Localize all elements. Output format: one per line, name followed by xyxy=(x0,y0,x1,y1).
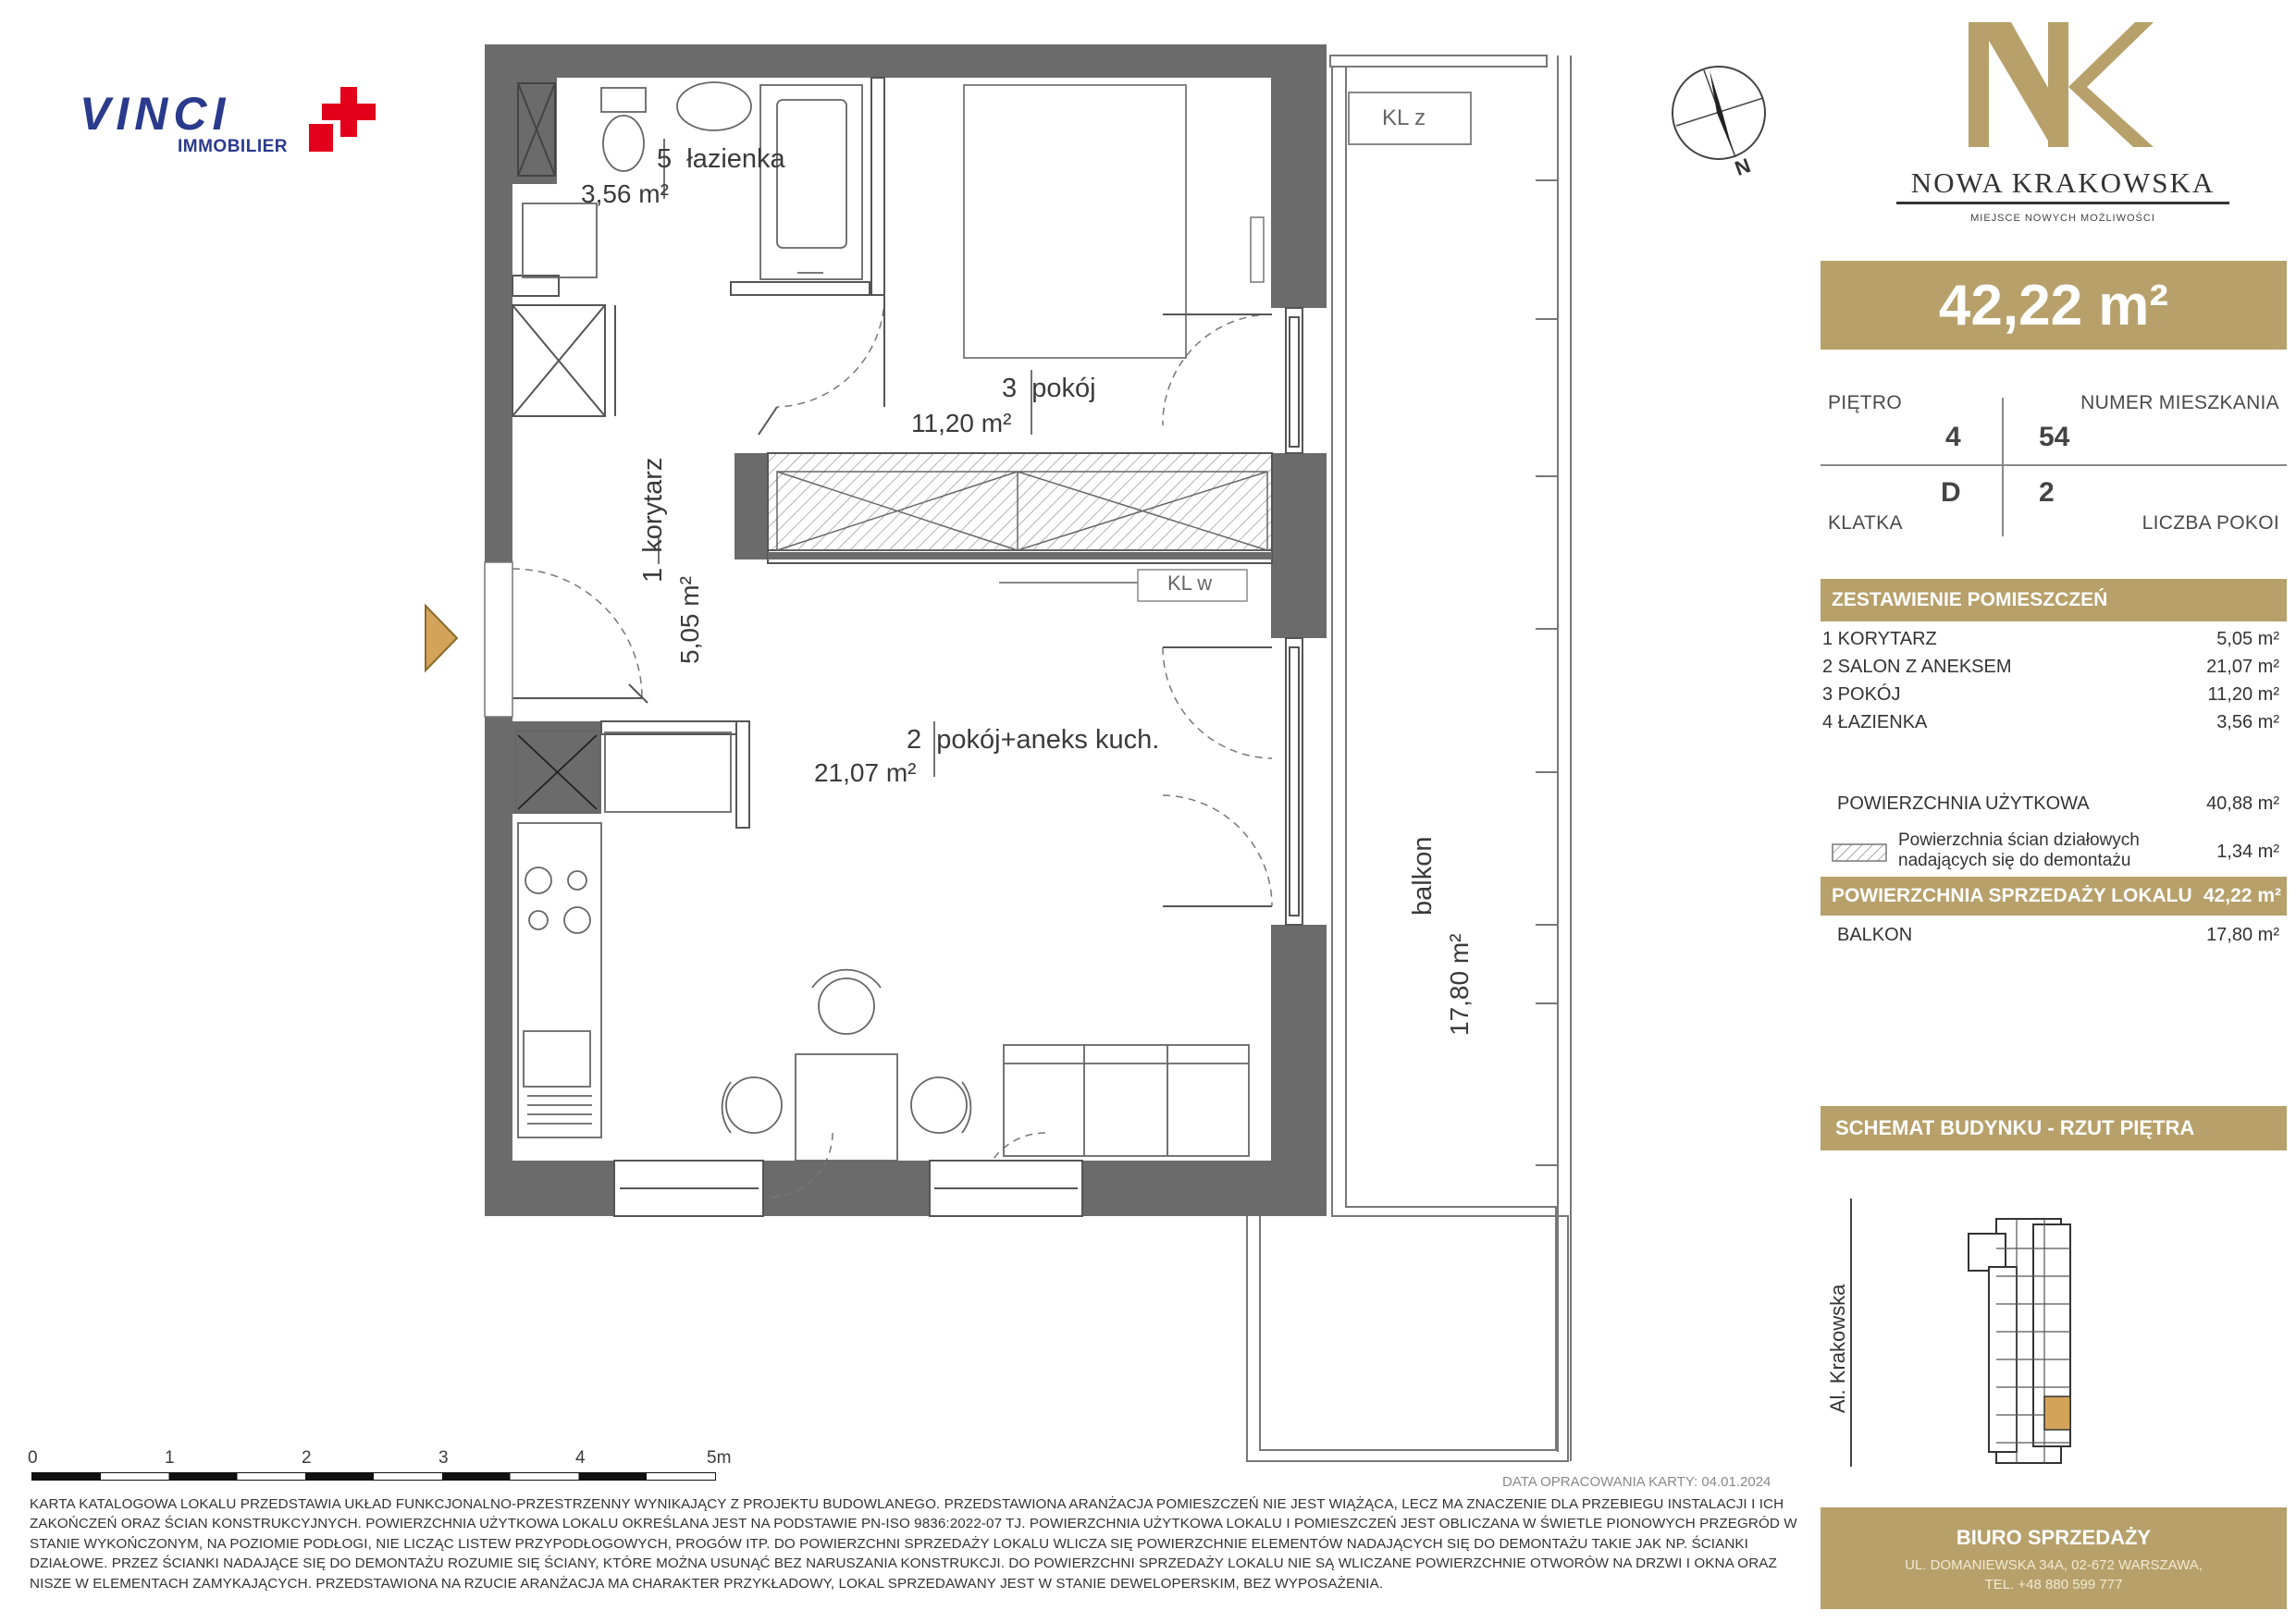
scale-tick: 3 xyxy=(438,1448,449,1468)
room-row-area: 11,20 m² xyxy=(2207,684,2279,705)
compass-label: N xyxy=(1732,154,1754,180)
bath-number: 5 xyxy=(657,144,673,174)
sale-row xyxy=(1821,877,2287,916)
corridor-name: korytarz xyxy=(638,457,668,553)
sales-office-address: UL. DOMANIEWSKA 34A, 02-672 WARSZAWA, xyxy=(1905,1557,2203,1573)
disclaimer-line: KARTA KATALOGOWA LOKALU PRZEDSTAWIA UKŁAD FUNKCJONALNO-PRZESTRZENNY WYNIKAJĄCY Z PROJEKTU BUDOWLANEGO. PRZEDSTAWIONA ARANŻACJA POMIESZCZEŃ NIE JEST WIĄŻĄCA, LECZ MA ZNACZENIE DLA PRZEBIEGU INSTALACJI I ICH xyxy=(30,1496,1784,1512)
dining-set xyxy=(722,970,971,1161)
nk-monogram-icon xyxy=(1969,22,2154,147)
room-row xyxy=(1822,629,2285,650)
balcony-name: balkon xyxy=(1408,836,1438,916)
walls-row xyxy=(1828,830,2285,877)
balcony-row xyxy=(1837,925,2285,946)
room-row xyxy=(1822,712,2285,733)
unit-value: 54 xyxy=(2039,422,2070,452)
sale-value: 42,22 m² xyxy=(2203,885,2281,906)
scale-tick: 4 xyxy=(575,1448,586,1468)
living-name: pokój+aneks kuch. xyxy=(936,725,1160,755)
ac-outer-label: KL z xyxy=(1382,105,1426,130)
area-total: 42,22 m² xyxy=(1938,273,2169,338)
room-name: pokój xyxy=(1031,374,1096,403)
schema-header: SCHEMAT BUDYNKU - RZUT PIĘTRA xyxy=(1821,1106,2287,1150)
nk-rule xyxy=(1896,202,2229,204)
ac-inner-label: KL w xyxy=(1167,572,1213,595)
vinci-wordmark: VINCI xyxy=(80,88,231,140)
disclaimer xyxy=(30,1494,1806,1593)
scale-segments xyxy=(31,1472,716,1481)
balcony-label: BALKON xyxy=(1837,925,1913,945)
unit-label: NUMER MIESZKANIA xyxy=(2080,392,2279,413)
living-number: 2 xyxy=(907,725,922,755)
hatch-swatch-icon xyxy=(1832,843,1887,862)
walls-value: 1,34 m² xyxy=(2216,842,2279,862)
compass-icon xyxy=(1667,61,1778,172)
walls-label-2: nadających się do demontażu xyxy=(1898,851,2131,870)
bathroom-fixtures xyxy=(523,82,862,279)
sofa xyxy=(1004,1045,1249,1156)
balcony-area: 17,80 m² xyxy=(1445,933,1474,1036)
room-area: 11,20 m² xyxy=(911,409,1012,437)
unit-highlight xyxy=(2044,1396,2070,1430)
disclaimer-line: NISZE W ELEMENTACH ZAMYKAJĄCYCH. PRZEDSTAWIONA NA RZUCIE ARANŻACJA MA CHARAKTER PRZYKŁADOWY, LOKAL SPRZEDAWANY JEST W STANIE DEWELOPERSKIM, BEZ WYPOSAŻENIA. xyxy=(30,1575,1384,1592)
kitchen-units xyxy=(515,731,731,1137)
building-schema xyxy=(1952,1211,2091,1470)
disclaimer-line: DZIAŁOWE. PRZEZ ŚCIANKI NADAJĄCE SIĘ DO DEMONTAŻU ROZUMIE SIĘ ŚCIANY, KTÓRE MOŻNA USUNĄĆ BEZ NARUSZANIA KONSTRUKCJI. DO POWIERZCHNI SPRZEDAŻY LOKALU NIE SĄ WLICZANE POWIERZCHNIE OTWORÓW NA DRZWI I OKNA ORAZ xyxy=(30,1555,1777,1572)
corridor-area: 5,05 m² xyxy=(675,576,704,664)
walls-label-1: Powierzchnia ścian działowych xyxy=(1898,830,2140,850)
street-label: Al. Krakowska xyxy=(1826,1284,1849,1413)
balcony-value: 17,80 m² xyxy=(2206,925,2279,945)
room-row-area: 5,05 m² xyxy=(2216,629,2279,649)
disclaimer-line: STANIE WYKOŃCZONYM, NA POZIOMIE PODŁOGI, NIE LICZĄC LISTEW PRZYPODŁOGOWYCH, PROGÓW ITP. DO POWIERZCHNI SPRZEDAŻY LOKALU WLICZA SIĘ POWIERZCHNIE ELEMENTÓW NADAJĄCYCH SIĘ DO DEMONTAŻU TAKIE JAK NP. ŚCIANKI xyxy=(30,1535,1748,1552)
room-row-area: 21,07 m² xyxy=(2206,657,2279,677)
scale-tick: 0 xyxy=(28,1448,38,1468)
vinci-sub: IMMOBILIER xyxy=(178,137,288,156)
living-label xyxy=(907,725,1159,756)
usable-row xyxy=(1837,793,2285,815)
usable-label: POWIERZCHNIA UŻYTKOWA xyxy=(1837,793,2090,814)
rooms-value: 2 xyxy=(2039,477,2055,508)
living-area: 21,07 m² xyxy=(814,758,917,787)
rooms-label: LICZBA POKOI xyxy=(2142,512,2279,534)
summary-rule xyxy=(1821,464,2287,466)
sales-office-title: BIURO SPRZEDAŻY xyxy=(1956,1526,2152,1549)
sales-office-box xyxy=(1821,1507,2287,1609)
street-line xyxy=(1850,1199,1852,1467)
room-row-area: 3,56 m² xyxy=(2216,712,2279,732)
room-label xyxy=(1002,374,1096,404)
scale-bar xyxy=(28,1448,734,1485)
room-number: 3 xyxy=(1002,374,1018,403)
exterior-walls xyxy=(485,44,1327,1216)
entry-arrow xyxy=(426,606,457,670)
bed xyxy=(964,85,1186,358)
partition-dark xyxy=(768,552,1272,559)
date-line: DATA OPRACOWANIA KARTY: 04.01.2024 xyxy=(1502,1474,1771,1490)
floor-value: 4 xyxy=(1945,422,1961,452)
room-row-name: 1 KORYTARZ xyxy=(1822,629,1937,649)
vinci-logo xyxy=(74,83,389,166)
room-row-name: 2 SALON Z ANEKSEM xyxy=(1822,657,2012,677)
corridor-label xyxy=(638,458,669,583)
wardrobe xyxy=(512,305,615,416)
nk-tagline: MIEJSCE NOWYCH MOŻLIWOŚCI xyxy=(1970,213,2155,224)
entry-door-frame xyxy=(485,562,512,717)
summary-divider xyxy=(2002,398,2004,536)
bath-label xyxy=(657,144,785,175)
room-row xyxy=(1822,684,2285,706)
scale-tick: 2 xyxy=(302,1448,312,1468)
bath-area: 3,56 m² xyxy=(581,179,669,208)
scale-tick: 5m xyxy=(707,1448,732,1468)
stair-value: D xyxy=(1941,477,1961,508)
rooms-header: ZESTAWIENIE POMIESZCZEŃ xyxy=(1821,579,2287,621)
sales-office-phone: TEL. +48 880 599 777 xyxy=(1984,1577,2123,1592)
room-row xyxy=(1822,657,2285,678)
room-row-name: 4 ŁAZIENKA xyxy=(1822,712,1928,732)
floor-label: PIĘTRO xyxy=(1828,392,1902,413)
vinci-plus-icon xyxy=(296,83,379,161)
balcony-ticks xyxy=(1536,180,1558,1165)
room-row-name: 3 POKÓJ xyxy=(1822,684,1901,705)
bath-name: łazienka xyxy=(686,144,785,174)
nk-logo xyxy=(1896,22,2229,235)
nightstand xyxy=(1251,217,1264,282)
area-banner xyxy=(1821,261,2287,350)
scale-tick: 1 xyxy=(165,1448,175,1468)
stair-label: KLATKA xyxy=(1828,512,1903,534)
disclaimer-line: ZAKOŃCZEŃ ORAZ ŚCIAN KONSTRUKCYJNYCH. POWIERZCHNIA UŻYTKOWA LOKALU OKREŚLANA JEST NA PODSTAWIE PN-ISO 9836:2022-07 TJ. POWIERZCHNIA UŻYTKOWA LOKALU I POMIESZCZEŃ JEST OBLICZANA W ŚWIETLE PIONOWYCH PRZEGRÓD W xyxy=(30,1516,1797,1532)
summary-grid xyxy=(1821,388,2287,536)
corridor-number: 1 xyxy=(638,567,668,583)
sale-label: POWIERZCHNIA SPRZEDAŻY LOKALU xyxy=(1832,885,2192,906)
nk-name: NOWA KRAKOWSKA xyxy=(1910,166,2216,199)
usable-value: 40,88 m² xyxy=(2206,793,2279,814)
